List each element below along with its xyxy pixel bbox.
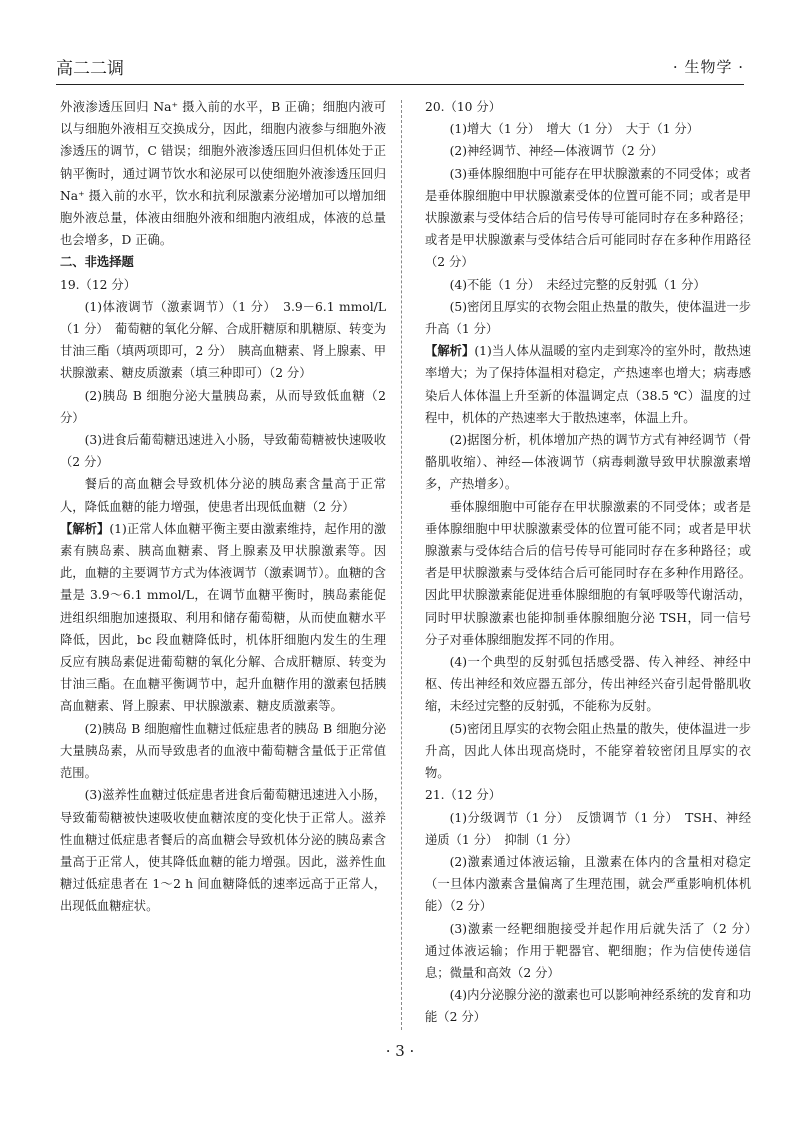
continued-paragraph: 外液渗透压回归 Na⁺ 摄入前的水平，B 正确；细胞内液可以与细胞外液相互交换成分，因此，细胞内液参与细胞外液渗透压的调节，C 错误；细胞外液渗透压回归但机体处于正钠平衡时，通过调节饮水和泌尿可以使细胞外液渗透压回归 Na⁺ 摄入前的水平，饮水和抗利尿激素分泌增加可以增加细胞外液总量，体液由细胞外液和细胞内液组成，体液的总量也会增多，D 正确。 <box>60 100 386 248</box>
analysis-mark: 【解析】 <box>60 521 110 536</box>
left-column <box>60 96 386 918</box>
q19-analysis-3: (3)滋养性血糖过低症患者进食后葡萄糖迅速进入小肠，导致葡萄糖被快速吸收使血糖浓度的变化快于正常人。滋养性血糖过低症患者餐后的高血糖会导致机体分泌的胰岛素含量高于正常人，使其降低血糖的能力增强。因此，滋养性血糖过低症患者在 1～2 h 间血糖降低的速率远高于正常人，出现低血糖症状。 <box>60 788 386 914</box>
q21-answer-2: (2)激素通过体液运输，且激素在体内的含量相对稳定（一旦体内激素含量偏离了生理范围，就会严重影响机体机能）（2 分） <box>425 854 751 914</box>
q20-answer-1: (1)增大（1 分） 增大（1 分） 大于（1 分） <box>449 122 699 137</box>
page-number: · 3 · <box>385 1042 415 1060</box>
q20-answer-4: (4)不能（1 分） 未经过完整的反射弧（1 分） <box>449 277 706 292</box>
question-19-number: 19.（12 分） <box>60 277 137 292</box>
analysis-mark: 【解析】 <box>425 344 475 359</box>
q20-answer-5: (5)密闭且厚实的衣物会阻止热量的散失，使体温进一步升高（1 分） <box>425 299 751 337</box>
question-20-number: 20.（10 分） <box>425 100 502 114</box>
q21-answer-3: (3)激素一经靶细胞接受并起作用后就失活了（2 分） 通过体液运输；作用于靶器官、靶细胞；作为信使传递信息；微量和高效（2 分） <box>425 921 764 980</box>
q20-answer-2: (2)神经调节、神经—体液调节（2 分） <box>449 144 664 159</box>
q20-analysis-5: (5)密闭且厚实的衣物会阻止热量的散失，使体温进一步升高，因此人体出现高烧时，不能穿着较密闭且厚实的衣物。 <box>425 721 751 781</box>
header-title: 高二二调 <box>56 59 124 79</box>
q19-answer-3: (3)进食后葡萄糖迅速进入小肠，导致葡萄糖被快速吸收（2 分） <box>60 433 386 470</box>
right-column <box>425 96 764 1029</box>
q19-answer-3b: 餐后的高血糖会导致机体分泌的胰岛素含量高于正常人，降低血糖的能力增强，使患者出现低血糖（2 分） <box>60 477 386 514</box>
q20-answer-3: (3)垂体腺细胞中可能存在甲状腺激素的不同受体；或者是垂体腺细胞中甲状腺激素受体的位置可能不同；或者是甲状腺激素与受体结合后的信号传导可能同时存在多种路径；或者是甲状腺激素与受体结合后可能同时存在多种作用路径（2 分） <box>425 166 751 270</box>
q19-analysis-1 <box>60 518 386 718</box>
question-21-number: 21.（12 分） <box>425 788 502 803</box>
q19-answer-1: (1)体液调节（激素调节）（1 分） 3.9－6.1 mmol/L（1 分） 葡萄糖的氧化分解、合成肝糖原和肌糖原、转变为甘油三酯（填两项即可，2 分） 胰高血糖素、肾上腺素、甲状腺激素、糖皮质激素（填三种即可）（2 分） <box>60 299 386 381</box>
section-heading: 二、非选择题 <box>60 255 134 270</box>
q20-analysis-3: 垂体腺细胞中可能存在甲状腺激素的不同受体；或者是垂体腺细胞中甲状腺激素受体的位置可能不同；或者是甲状腺激素与受体结合后的信号传导可能同时存在多种路径；或者是甲状腺激素与受体结合后可能同时存在多种作用路径。因此甲状腺激素能促进垂体腺细胞的有氧呼吸等代谢活动，同时甲状腺激素也能抑制垂体腺细胞分泌 TSH，同一信号分子对垂体腺细胞发挥不同的作用。 <box>425 499 751 647</box>
q19-analysis-2: (2)胰岛 B 细胞瘤性血糖过低症患者的胰岛 B 细胞分泌大量胰岛素，从而导致患者的血液中葡萄糖含量低于正常值范围。 <box>60 721 386 781</box>
q21-answer-1: (1)分级调节（1 分） 反馈调节（1 分） TSH、神经递质（1 分） 抑制（1 分） <box>425 810 751 847</box>
column-divider <box>401 100 402 1030</box>
header-subject: · 生物学 · <box>672 58 744 76</box>
q19-analysis-1-text: (1)正常人体血糖平衡主要由激素维持，起作用的激素有胰岛素、胰高血糖素、肾上腺素及甲状腺激素等。因此，血糖的主要调节方式为体液调节（激素调节）。血糖的含量是 3.9～6.1 mmol/L，在调节血糖平衡时，胰岛素能促进组织细胞加速摄取、利用和储存葡萄糖，从而使血糖水平降低，因此，bc 段血糖降低时，机体肝细胞内发生的生理反应有胰岛素促进葡萄糖的氧化分解、合成肝糖原、转变为甘油三酯。在血糖平衡调节中，起升血糖作用的激素包括胰高血糖素、肾上腺素、甲状腺激素、糖皮质激素等。 <box>60 521 386 714</box>
q20-analysis-1 <box>425 340 751 429</box>
q20-analysis-2: (2)据图分析，机体增加产热的调节方式有神经调节（骨骼肌收缩）、神经—体液调节（病毒刺激导致甲状腺激素增多，产热增多）。 <box>425 433 751 492</box>
q20-analysis-4: (4)一个典型的反射弧包括感受器、传入神经、神经中枢、传出神经和效应器五部分，传出神经兴奋引起骨骼肌收缩，未经过完整的反射弧，不能称为反射。 <box>425 655 751 714</box>
q19-answer-2: (2)胰岛 B 细胞分泌大量胰岛素，从而导致低血糖（2 分） <box>60 388 386 425</box>
q21-answer-4: (4)内分泌腺分泌的激素也可以影响神经系统的发育和功能（2 分） <box>425 988 751 1025</box>
q20-analysis-1-text: (1)当人体从温暖的室内走到寒冷的室外时，散热速率增大；为了保持体温相对稳定，产热速率也增大；病毒感染后人体体温上升至新的体温调定点（38.5 ℃）温度的过程中，机体的产热速率大于散热速率，体温上升。 <box>425 344 751 425</box>
page-header <box>56 50 744 85</box>
